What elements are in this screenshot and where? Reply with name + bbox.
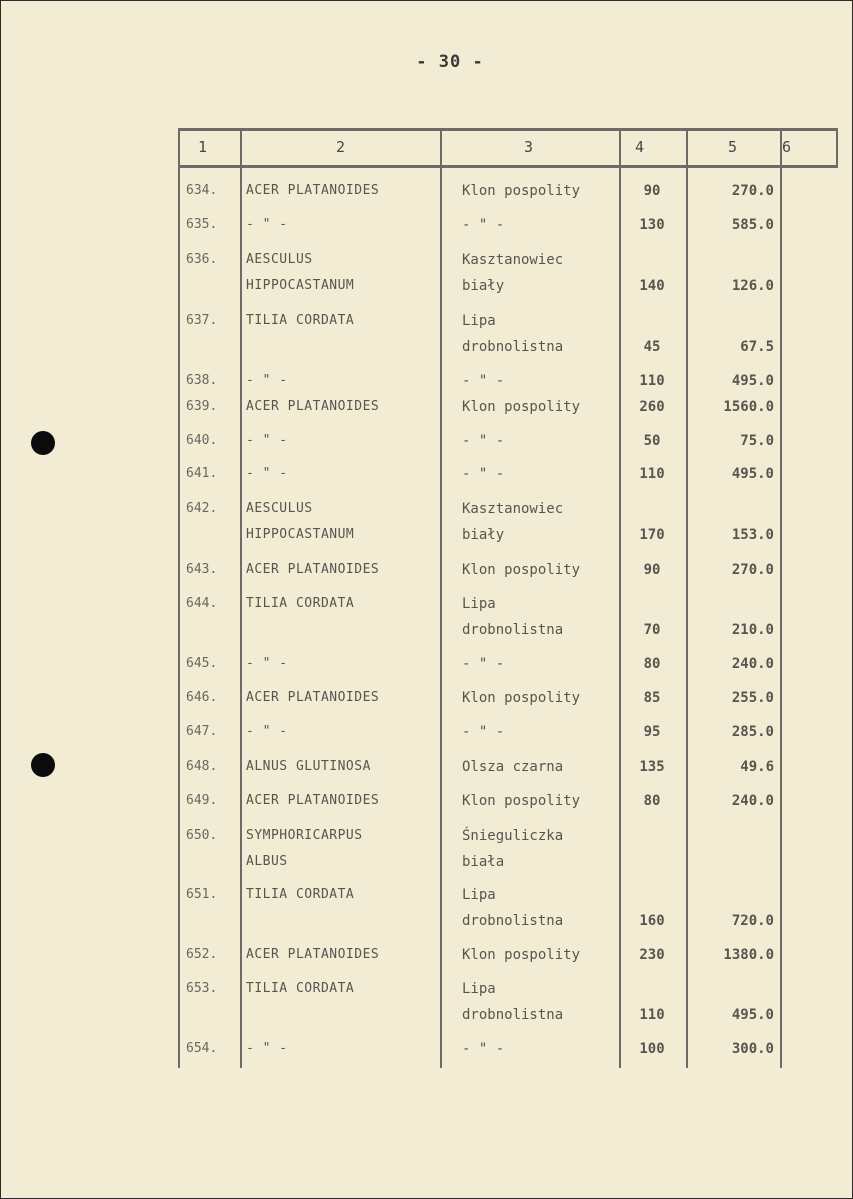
row-number: 639. xyxy=(186,399,218,414)
row-number: 649. xyxy=(186,793,218,808)
polish-name: biały xyxy=(462,527,505,543)
value-cell: 49.6 xyxy=(740,759,774,775)
row-number: 641. xyxy=(186,466,218,481)
quantity-cell: 135 xyxy=(639,759,665,775)
polish-name: Klon pospolity xyxy=(462,793,581,809)
quantity-cell: 110 xyxy=(639,1007,665,1023)
page-number: - 30 - xyxy=(416,52,484,72)
col-rule-2 xyxy=(440,128,442,1068)
table-top-rule xyxy=(178,128,838,131)
column-header-4: 4 xyxy=(635,138,645,156)
col-rule-3 xyxy=(619,128,621,1068)
value-cell: 1380.0 xyxy=(723,947,774,963)
row-number: 644. xyxy=(186,596,218,611)
quantity-cell: 80 xyxy=(643,793,661,809)
col-rule-1 xyxy=(240,128,242,1068)
column-header-6: 6 xyxy=(782,138,792,156)
value-cell: 210.0 xyxy=(731,622,774,638)
polish-name: Lipa xyxy=(462,981,496,997)
value-cell: 126.0 xyxy=(731,278,774,294)
latin-name: ALNUS GLUTINOSA xyxy=(246,759,371,774)
latin-name: TILIA CORDATA xyxy=(246,313,355,328)
quantity-cell: 50 xyxy=(643,433,661,449)
polish-name: - " - xyxy=(462,373,505,389)
row-number: 652. xyxy=(186,947,218,962)
polish-name: - " - xyxy=(462,1041,505,1057)
row-number: 651. xyxy=(186,887,218,902)
row-number: 636. xyxy=(186,252,218,267)
value-cell: 153.0 xyxy=(731,527,774,543)
polish-name: Lipa xyxy=(462,596,496,612)
polish-name: - " - xyxy=(462,217,505,233)
latin-name: ACER PLATANOIDES xyxy=(246,399,380,414)
value-cell: 720.0 xyxy=(731,913,774,929)
value-cell: 255.0 xyxy=(731,690,774,706)
polish-name: Kasztanowiec xyxy=(462,252,564,268)
latin-name: AESCULUS xyxy=(246,501,313,516)
value-cell: 240.0 xyxy=(731,793,774,809)
quantity-cell: 45 xyxy=(643,339,661,355)
column-header-2: 2 xyxy=(336,138,346,156)
quantity-cell: 90 xyxy=(643,562,661,578)
column-header-1: 1 xyxy=(198,138,208,156)
column-header-5: 5 xyxy=(728,138,738,156)
row-number: 645. xyxy=(186,656,218,671)
polish-name: - " - xyxy=(462,656,505,672)
polish-name: Klon pospolity xyxy=(462,183,581,199)
latin-name: ACER PLATANOIDES xyxy=(246,947,380,962)
value-cell: 240.0 xyxy=(731,656,774,672)
value-cell: 270.0 xyxy=(731,183,774,199)
row-number: 648. xyxy=(186,759,218,774)
latin-name: TILIA CORDATA xyxy=(246,596,355,611)
quantity-cell: 160 xyxy=(639,913,665,929)
latin-name: - " - xyxy=(246,433,288,448)
punch-hole-top xyxy=(31,431,55,455)
polish-name: Śnieguliczka xyxy=(462,828,564,844)
row-number: 653. xyxy=(186,981,218,996)
quantity-cell: 260 xyxy=(639,399,665,415)
polish-name: Lipa xyxy=(462,313,496,329)
quantity-cell: 110 xyxy=(639,373,665,389)
latin-name: - " - xyxy=(246,373,288,388)
row-number: 650. xyxy=(186,828,218,843)
latin-name: HIPPOCASTANUM xyxy=(246,527,355,542)
polish-name: Klon pospolity xyxy=(462,399,581,415)
row-number: 642. xyxy=(186,501,218,516)
latin-name: SYMPHORICARPUS xyxy=(246,828,363,843)
polish-name: - " - xyxy=(462,724,505,740)
row-number: 637. xyxy=(186,313,218,328)
row-number: 638. xyxy=(186,373,218,388)
value-cell: 1560.0 xyxy=(723,399,774,415)
row-number: 647. xyxy=(186,724,218,739)
value-cell: 270.0 xyxy=(731,562,774,578)
row-number: 646. xyxy=(186,690,218,705)
value-cell: 300.0 xyxy=(731,1041,774,1057)
punch-hole-bottom xyxy=(31,753,55,777)
latin-name: ACER PLATANOIDES xyxy=(246,793,380,808)
value-cell: 75.0 xyxy=(740,433,774,449)
polish-name: drobnolistna xyxy=(462,622,564,638)
latin-name: HIPPOCASTANUM xyxy=(246,278,355,293)
row-number: 640. xyxy=(186,433,218,448)
polish-name: Klon pospolity xyxy=(462,690,581,706)
quantity-cell: 230 xyxy=(639,947,665,963)
polish-name: - " - xyxy=(462,433,505,449)
row-number: 643. xyxy=(186,562,218,577)
quantity-cell: 140 xyxy=(639,278,665,294)
col-rule-4 xyxy=(686,128,688,1068)
value-cell: 285.0 xyxy=(731,724,774,740)
latin-name: - " - xyxy=(246,724,288,739)
value-cell: 585.0 xyxy=(731,217,774,233)
polish-name: biały xyxy=(462,278,505,294)
quantity-cell: 130 xyxy=(639,217,665,233)
latin-name: ACER PLATANOIDES xyxy=(246,690,380,705)
quantity-cell: 100 xyxy=(639,1041,665,1057)
quantity-cell: 70 xyxy=(643,622,661,638)
polish-name: Lipa xyxy=(462,887,496,903)
value-cell: 495.0 xyxy=(731,1007,774,1023)
polish-name: Klon pospolity xyxy=(462,562,581,578)
col-rule-left xyxy=(178,128,180,1068)
latin-name: ACER PLATANOIDES xyxy=(246,183,380,198)
polish-name: Kasztanowiec xyxy=(462,501,564,517)
quantity-cell: 90 xyxy=(643,183,661,199)
polish-name: Olsza czarna xyxy=(462,759,564,775)
column-header-3: 3 xyxy=(524,138,534,156)
latin-name: - " - xyxy=(246,656,288,671)
value-cell: 495.0 xyxy=(731,373,774,389)
quantity-cell: 85 xyxy=(643,690,661,706)
polish-name: biała xyxy=(462,854,505,870)
header-bottom-rule xyxy=(178,165,838,168)
tree-inventory-table xyxy=(178,128,838,1068)
latin-name: ACER PLATANOIDES xyxy=(246,562,380,577)
value-cell: 67.5 xyxy=(740,339,774,355)
polish-name: - " - xyxy=(462,466,505,482)
latin-name: ALBUS xyxy=(246,854,288,869)
quantity-cell: 170 xyxy=(639,527,665,543)
row-number: 634. xyxy=(186,183,218,198)
latin-name: - " - xyxy=(246,1041,288,1056)
latin-name: TILIA CORDATA xyxy=(246,887,355,902)
latin-name: AESCULUS xyxy=(246,252,313,267)
col-rule-5 xyxy=(780,128,782,1068)
quantity-cell: 95 xyxy=(643,724,661,740)
quantity-cell: 80 xyxy=(643,656,661,672)
polish-name: Klon pospolity xyxy=(462,947,581,963)
latin-name: TILIA CORDATA xyxy=(246,981,355,996)
polish-name: drobnolistna xyxy=(462,1007,564,1023)
quantity-cell: 110 xyxy=(639,466,665,482)
polish-name: drobnolistna xyxy=(462,913,564,929)
latin-name: - " - xyxy=(246,466,288,481)
col-rule-right xyxy=(836,128,838,166)
polish-name: drobnolistna xyxy=(462,339,564,355)
value-cell: 495.0 xyxy=(731,466,774,482)
row-number: 635. xyxy=(186,217,218,232)
row-number: 654. xyxy=(186,1041,218,1056)
latin-name: - " - xyxy=(246,217,288,232)
